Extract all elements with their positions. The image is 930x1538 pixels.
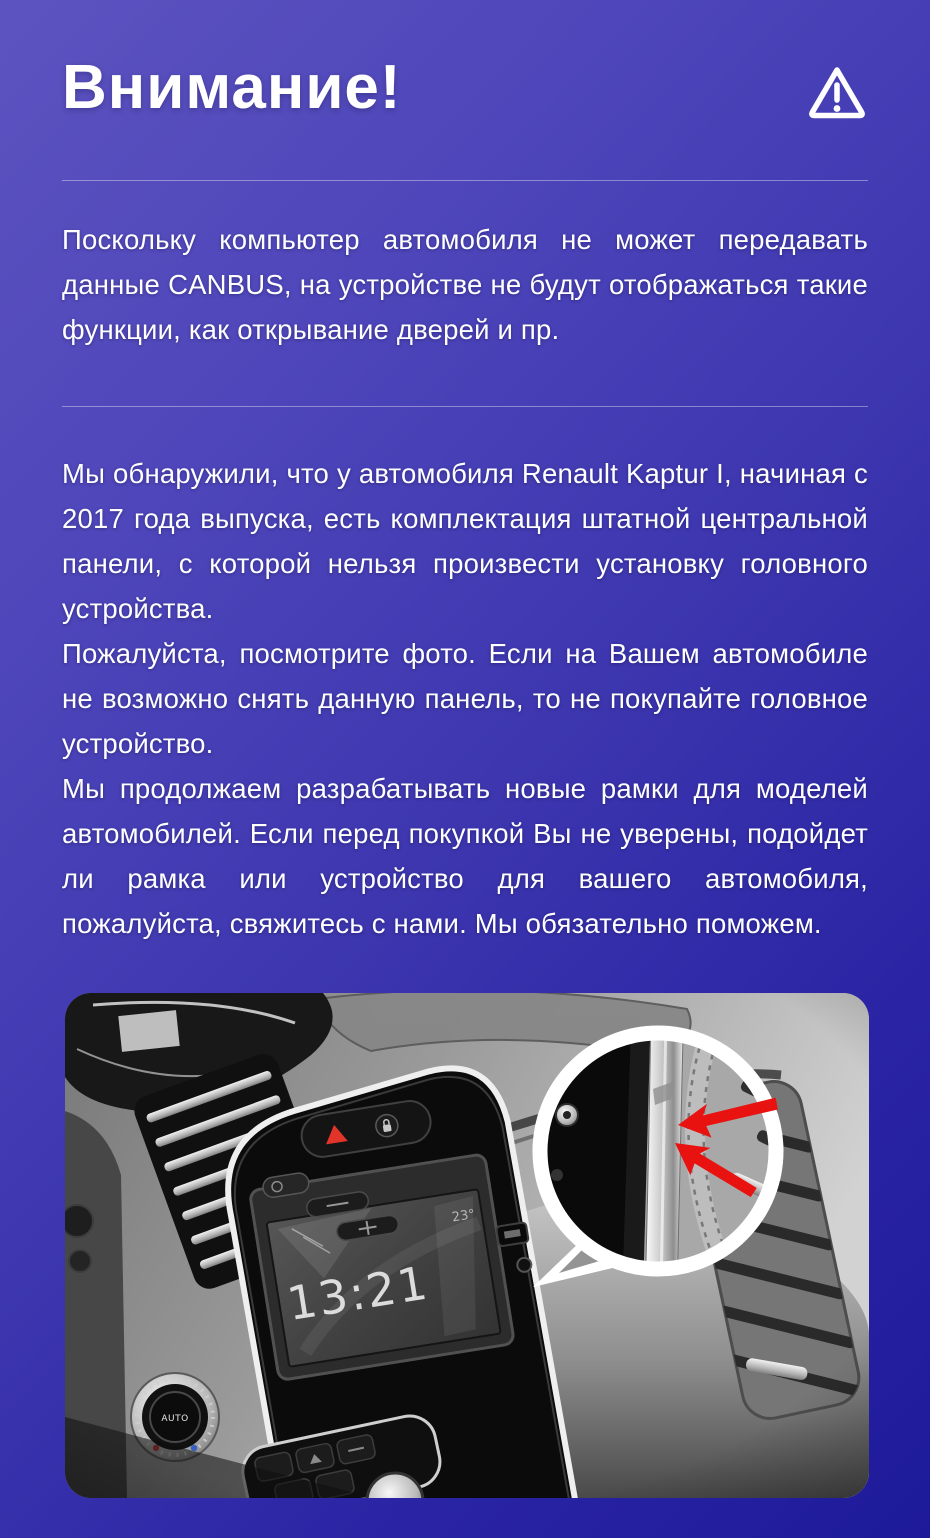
- model-warning-text: Мы обнаружили, что у автомобиля Renault Kaptur I, начиная с 2017 года выпуска, есть комплектация штатной центральной панели, с которой нельзя произвести установку головного устройства.: [62, 458, 868, 624]
- dashboard-photo-illustration: [65, 993, 869, 1498]
- canbus-note-text: Поскольку компьютер автомобиля не может передавать данные CANBUS, на устройстве не будут отображаться такие функции, как открывание дверей и пр.: [62, 224, 868, 345]
- photo-instruction-text: Пожалуйста, посмотрите фото. Если на Вашем автомобиле не возможно снять данную панель, то не покупайте головное устройство.: [62, 638, 868, 759]
- dashboard-photo: [65, 993, 869, 1498]
- support-note-text: Мы продолжаем разрабатывать новые рамки для моделей автомобилей. Если перед покупкой Вы не уверены, подойдет ли рамка или устройство для вашего автомобиля, пожалуйста, свяжитесь с нами. Мы обязательно поможем.: [62, 773, 868, 939]
- warning-text-block: [62, 451, 868, 946]
- divider-top: [62, 180, 868, 181]
- warning-triangle-icon: [806, 64, 868, 120]
- page-title: Внимание!: [62, 53, 402, 122]
- banner-header: [62, 53, 868, 122]
- divider-middle: [62, 406, 868, 407]
